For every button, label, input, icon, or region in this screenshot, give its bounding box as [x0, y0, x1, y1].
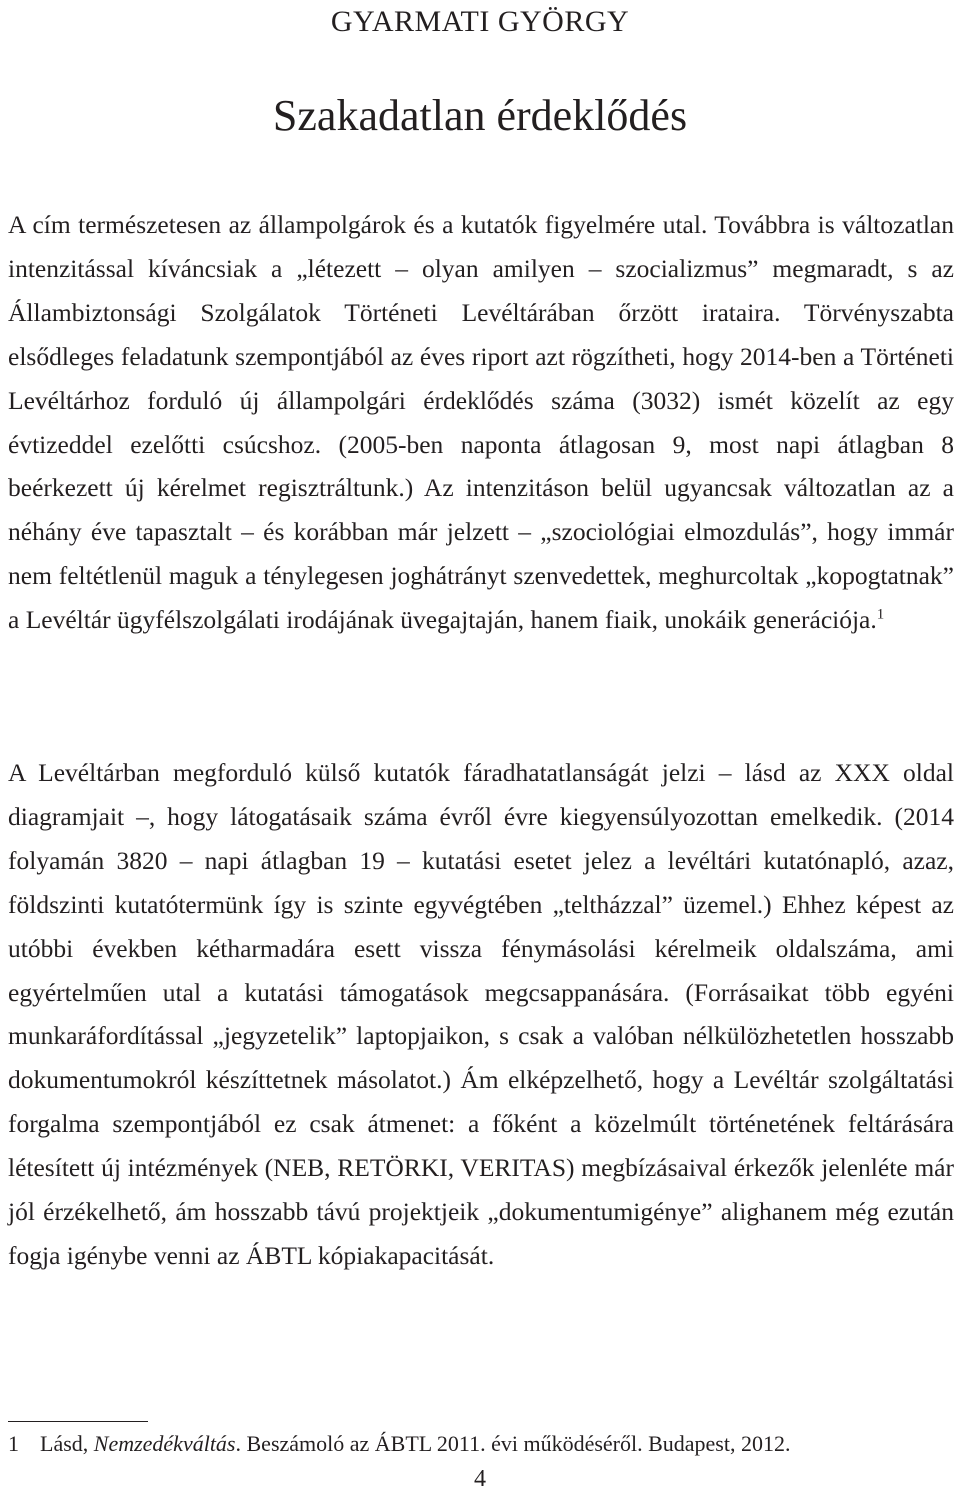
- footnote-cited-title: Nemzedékváltás: [93, 1431, 236, 1456]
- footnote-text-after: . Beszámoló az ÁBTL 2011. évi működéséről. Budapest, 2012.: [235, 1431, 791, 1456]
- footnote-text-before: Lásd,: [40, 1431, 94, 1456]
- author-name: GYARMATI GYÖRGY: [330, 5, 630, 38]
- paragraph-1: [8, 203, 954, 642]
- paragraph-2: A Levéltárban megforduló külső kutatók fáradhatatlanságát jelzi – lásd az XXX oldal diagramjait –, hogy látogatásaik száma évről évre kiegyensúlyozottan emelkedik. (2014 folyamán 3820 – napi átlagban 19 – kutatási esetet jelez a levéltári kutatónapló, azaz, földszinti kutatótermünk így is szinte egyvégtében „teltházzal” üzemel.) Ehhez képest az utóbbi években kétharmadára esett vissza fénymásolási kérelmeik oldalszáma, ami egyértelműen utal a kutatási támogatások megcsappanására. (Forrásaikat több egyéni munkaráfordítással „jegyzetelik” laptopjaikon, s csak a valóban nélkülözhetetlen hosszabb dokumentumokról készíttetnek másolatot.) Ám elképzelhető, hogy a Levéltár szolgáltatási forgalma szempontjából ez csak átmenet: a főként a közelmúlt történetének feltárására létesített új intézmények (NEB, RETÖRKI, VERITAS) megbízásaival érkezők jelenléte már jól érzékelhető, ám hosszabb távú projektjeik „dokumentumigénye” alighanem még ezután fogja igénybe venni az ÁBTL kópiakapacitását.: [8, 758, 954, 1270]
- page-number: 4: [474, 1466, 486, 1492]
- footnote-reference[interactable]: 1: [876, 606, 885, 623]
- paragraph-1-text: A cím természetesen az állampolgárok és a kutatók figyelmére utal. Továbbra is változatlan intenzitással kíváncsiak a „létezett – olyan amilyen – szocializmus” megmaradt, s az Állambiztonsági Szolgálatok Történeti Levéltárában őrzött irataira. Törvényszabta elsődleges feladatunk szempontjából az éves riport azt rögzítheti, hogy 2014-ben a Történeti Levéltárhoz forduló új állampolgári érdeklődés száma (3032) ismét közelít az egy évtizeddel ezelőtti csúcshoz. (2005-ben naponta átlagosan 9, most napi átlagban 8 beérkezett új kérelmet regisztráltunk.) Az intenzitáson belül ugyancsak változatlan az a néhány éve tapasztalt – és korábban már jelzett – „szociológiai elmozdulás”, hogy immár nem feltétlenül maguk a ténylegesen joghátrányt szenvedettek, meghurcoltak „kopogtatnak” a Levéltár ügyfélszolgálati irodájának üvegajtaján, hanem fiaik, unokáik generációja.: [8, 210, 954, 635]
- article-title: Szakadatlan érdeklődés: [272, 91, 688, 140]
- footnote-number: 1: [8, 1431, 19, 1456]
- footnote-divider: [8, 1421, 148, 1422]
- footnote: [8, 1429, 954, 1459]
